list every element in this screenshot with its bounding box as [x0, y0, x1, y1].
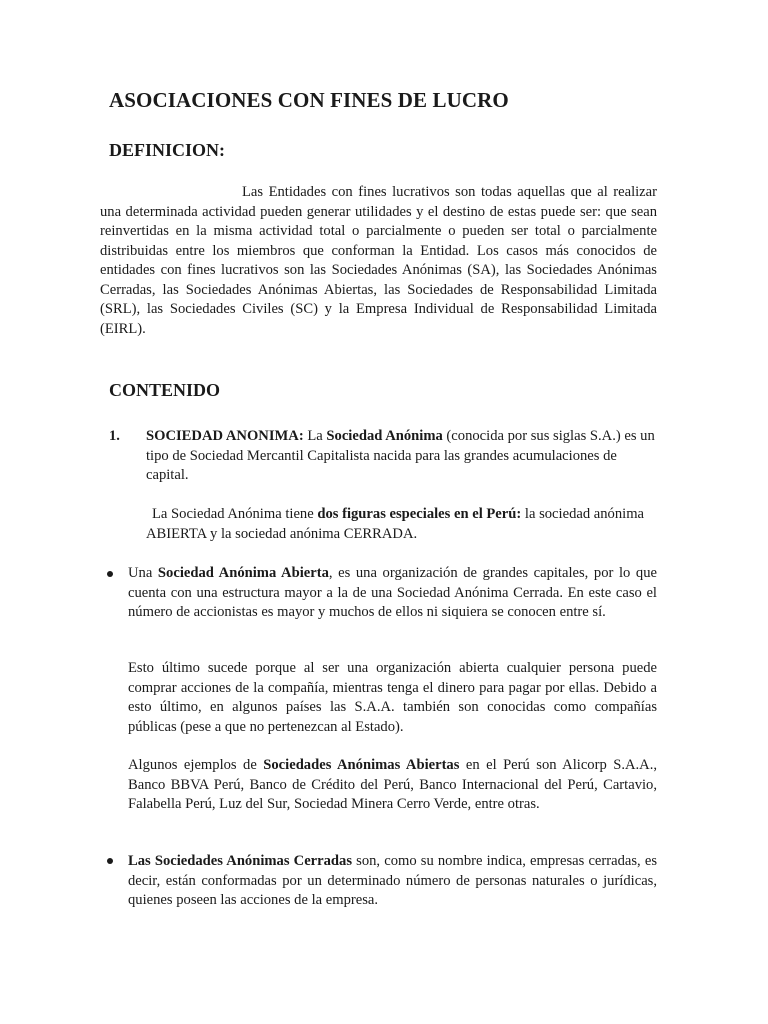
text-run: La Sociedad Anónima tiene [152, 506, 318, 522]
sociedad-anonima-paragraph [146, 427, 657, 486]
text-run: La [303, 428, 327, 444]
bold-run: Sociedades Anónimas Abiertas [263, 757, 460, 773]
abierta-paragraph-2: Esto último sucede porque al ser una organización abierta cualquier persona puede comprar acciones de la compañía, mientras tenga el dinero para pagar por ellas. Debido a esto último, en algunos países las S.A.A. también son conocidas como compañías públicas (pese a que no pertenezcan al Estado). [128, 660, 657, 735]
definicion-text: Las Entidades con fines lucrativos son todas aquellas que al realizar una determinada actividad pueden generar utilidades y el destino de estas puede ser: que sean reinvertidas en la misma actividad total o parcialmente o pueden ser total o parcialmente distribuidas entre los miembros que conforman la Entidad. Los casos más conocidos de entidades con fines lucrativos son las Sociedades Anónimas (SA), las Sociedades Anónimas Cerradas, las Sociedades Anónimas Abiertas, las Sociedades de Responsabilidad Limitada (SRL), las Sociedades Civiles (SC) y la Empresa Individual de Responsabilidad Limitada (EIRL). [100, 184, 657, 337]
figuras-paragraph [146, 505, 657, 544]
bold-run: Sociedad Anónima [326, 428, 443, 444]
item-number: 1. [109, 428, 120, 444]
text-run: son, como su nombre indica, empresas cerradas, es decir, están conformadas por un determinado número de personas naturales o jurídicas, quienes poseen las acciones de la empresa. [128, 853, 657, 908]
ejemplos-paragraph [128, 756, 657, 815]
bold-run: Las Sociedades Anónimas Cerradas [128, 853, 353, 869]
text-run: , es una organización de grandes capitales, por lo que cuenta con una estructura mayor a la de una Sociedad Anónima Cerrada. En este caso el número de accionistas es mayor y muchos de ellos ni siquiera se conocen entre sí. [128, 565, 657, 620]
document-title: ASOCIACIONES CON FINES DE LUCRO [109, 88, 509, 112]
abierta-paragraph [128, 564, 657, 623]
bullet-icon [107, 571, 113, 577]
text-run: Algunos ejemplos de [128, 757, 264, 773]
definicion-paragraph [100, 183, 657, 339]
text-run: en el Perú son Alicorp S.A.A., Banco BBVA Perú, Banco de Crédito del Perú, Banco Internacional del Perú, Cartavio, Falabella Perú, Luz del Sur, Sociedad Minera Cerro Verde, entre otras. [128, 757, 657, 812]
definicion-heading: DEFINICION: [109, 140, 226, 160]
cerradas-paragraph [128, 852, 657, 911]
contenido-heading: CONTENIDO [109, 380, 221, 400]
text-run: la sociedad anónima ABIERTA y la sociedad anónima CERRADA. [146, 506, 645, 542]
text-run: Una [128, 565, 158, 581]
bold-run: Sociedad Anónima Abierta [157, 565, 329, 581]
bullet-icon [107, 858, 113, 864]
text-run: (conocida por sus siglas S.A.) es un tipo de Sociedad Mercantil Capitalista nacida para las grandes acumulaciones de capital. [146, 428, 655, 483]
sociedad-anonima-lead: SOCIEDAD ANONIMA: [146, 428, 304, 444]
bold-run: dos figuras especiales en el Perú: [317, 506, 522, 522]
